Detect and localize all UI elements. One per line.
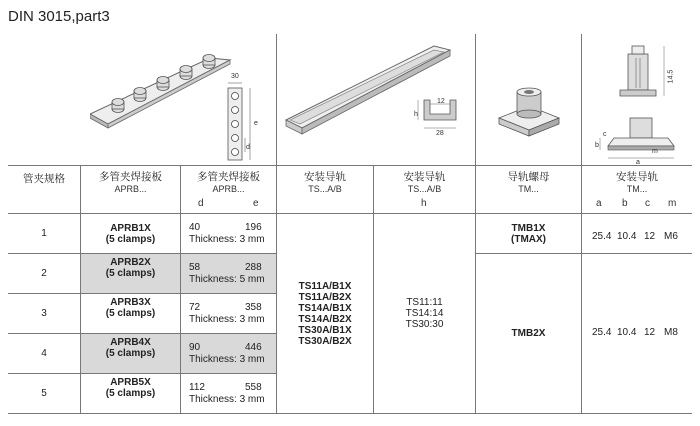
header-sub-d: d <box>198 198 204 209</box>
rail-dim-12: 12 <box>437 98 445 105</box>
page-title: DIN 3015,part3 <box>8 8 110 25</box>
nut-model-name: TMB2X <box>511 328 546 339</box>
header-sub-e: e <box>253 198 259 209</box>
nut-dim-m: m <box>652 148 658 155</box>
nut-dims-row <box>582 214 692 253</box>
welding-plate-drawing <box>90 52 270 162</box>
header-rail-cn: 安装导轨 <box>304 170 346 183</box>
header-rail-h-cn: 安装导轨 <box>403 170 446 183</box>
dim-e: 288 <box>245 262 262 273</box>
nut-dim-m-val: M8 <box>664 327 678 338</box>
table-row-dims <box>181 334 276 373</box>
thickness: Thickness: 3 mm <box>189 354 265 365</box>
table-row-size: 5 <box>41 388 47 399</box>
header-nut-dims-en: TM... <box>626 183 648 194</box>
rail-nut-drawing <box>495 78 565 148</box>
plate-dim-e: e <box>254 120 258 127</box>
nut-dim-b: b <box>595 142 599 149</box>
rail-item: TS30A/B1X <box>298 324 352 336</box>
dim-e: 558 <box>245 382 262 393</box>
header-nut <box>476 166 581 196</box>
dim-d: 112 <box>189 382 205 393</box>
nut-dims-row <box>582 254 692 413</box>
dim-d: 72 <box>189 302 201 313</box>
rail-dim-28: 28 <box>436 130 444 137</box>
model-name: APRB2X <box>110 257 151 268</box>
header-rail-en: TS...A/B <box>308 183 342 194</box>
header-sub-m: m <box>668 198 677 209</box>
table-row-dims <box>181 254 276 293</box>
header-plate-dims-en: APRB... <box>212 183 245 194</box>
table-row-model <box>81 374 180 413</box>
rail-item: TS30A/B2X <box>298 335 352 347</box>
header-size-label: 管夹规格 <box>23 172 65 185</box>
nut-dimension-drawing <box>590 36 690 166</box>
header-plate <box>81 166 180 196</box>
model-clamps: (5 clamps) <box>105 388 156 399</box>
nut-model <box>476 214 581 253</box>
header-size <box>8 166 80 190</box>
rail-item: TS14A/B1X <box>298 302 352 314</box>
model-clamps: (5 clamps) <box>105 233 156 245</box>
thickness: Thickness: 5 mm <box>189 274 265 285</box>
rail-h-list <box>374 214 475 413</box>
nut-dim-a-val: 25.4 <box>592 327 612 338</box>
model-clamps: (5 clamps) <box>105 348 156 359</box>
dim-e: 446 <box>245 342 262 353</box>
header-nut-dims <box>582 166 692 196</box>
rail-h-item: TS14:14 <box>405 308 444 319</box>
nut-dim-m-val: M6 <box>664 231 678 242</box>
table-row-model <box>81 334 180 373</box>
nut-model <box>476 254 581 413</box>
table-row-model <box>81 254 180 293</box>
dim-d: 90 <box>189 342 201 353</box>
header-rail-h-en: TS...A/B <box>407 183 442 194</box>
table-row-dims <box>181 294 276 333</box>
nut-dim-b-val: 10.4 <box>617 327 637 338</box>
model-clamps: (5 clamps) <box>105 308 156 319</box>
table-row-model <box>81 214 180 253</box>
table-row-size: 4 <box>41 348 47 359</box>
header-nut-en: TM... <box>518 183 539 194</box>
table-bottom-rule <box>8 413 692 414</box>
rail-dim-h: h <box>414 111 418 118</box>
dim-d: 40 <box>189 222 201 233</box>
nut-dim-b-val: 10.4 <box>617 231 637 242</box>
table-row-size: 2 <box>8 254 80 293</box>
nut-dim-a: a <box>636 159 640 166</box>
rail-item: TS14A/B2X <box>298 313 352 325</box>
nut-dim-c: c <box>603 131 607 138</box>
rail-item: TS11A/B2X <box>298 291 352 303</box>
nut-dim-a-val: 25.4 <box>592 231 612 242</box>
table-row-dims <box>181 214 276 253</box>
rail-item: TS11A/B1X <box>298 280 352 292</box>
table-row-model <box>81 294 180 333</box>
model-clamps: (5 clamps) <box>105 268 156 279</box>
nut-dim-c-val: 12 <box>644 327 656 338</box>
rail-h-item: TS11:11 <box>406 297 443 308</box>
model-name: APRB4X <box>110 337 151 348</box>
header-plate-dims-cn: 多管夹焊接板 <box>197 170 260 183</box>
header-plate-dims <box>181 166 276 196</box>
header-nut-dims-cn: 安装导轨 <box>616 170 658 183</box>
model-name: APRB1X <box>110 222 151 234</box>
model-name: APRB5X <box>110 377 151 388</box>
nut-model-alt: (TMAX) <box>511 233 546 245</box>
rail-h-item: TS30:30 <box>405 319 444 330</box>
mounting-rail-drawing <box>284 42 469 142</box>
thickness: Thickness: 3 mm <box>189 234 265 245</box>
nut-dim-c-val: 12 <box>644 231 656 242</box>
header-sub-c: c <box>645 198 650 209</box>
thickness: Thickness: 3 mm <box>189 394 265 405</box>
header-sub-a: a <box>596 198 602 209</box>
header-sub-b: b <box>622 198 628 209</box>
header-nut-cn: 导轨螺母 <box>507 170 550 183</box>
dim-e: 196 <box>245 222 262 233</box>
nut-dim-14-5: 14.5 <box>667 69 675 84</box>
header-sub-h: h <box>421 198 427 209</box>
header-rail <box>277 166 373 196</box>
thickness: Thickness: 3 mm <box>189 314 265 325</box>
dim-d: 58 <box>189 262 201 273</box>
table-row-size: 3 <box>41 308 47 319</box>
table-row-size: 1 <box>41 228 47 239</box>
rail-list <box>277 214 373 413</box>
dim-e: 358 <box>245 302 262 313</box>
header-plate-en: APRB... <box>114 183 147 194</box>
table-row-dims <box>181 374 276 413</box>
plate-dim-width: 30 <box>231 73 239 80</box>
model-name: APRB3X <box>110 297 151 308</box>
header-plate-cn: 多管夹焊接板 <box>99 170 162 183</box>
plate-dim-d: d <box>246 144 250 151</box>
nut-model-name: TMB1X <box>511 222 546 234</box>
header-rail-h <box>374 166 475 196</box>
